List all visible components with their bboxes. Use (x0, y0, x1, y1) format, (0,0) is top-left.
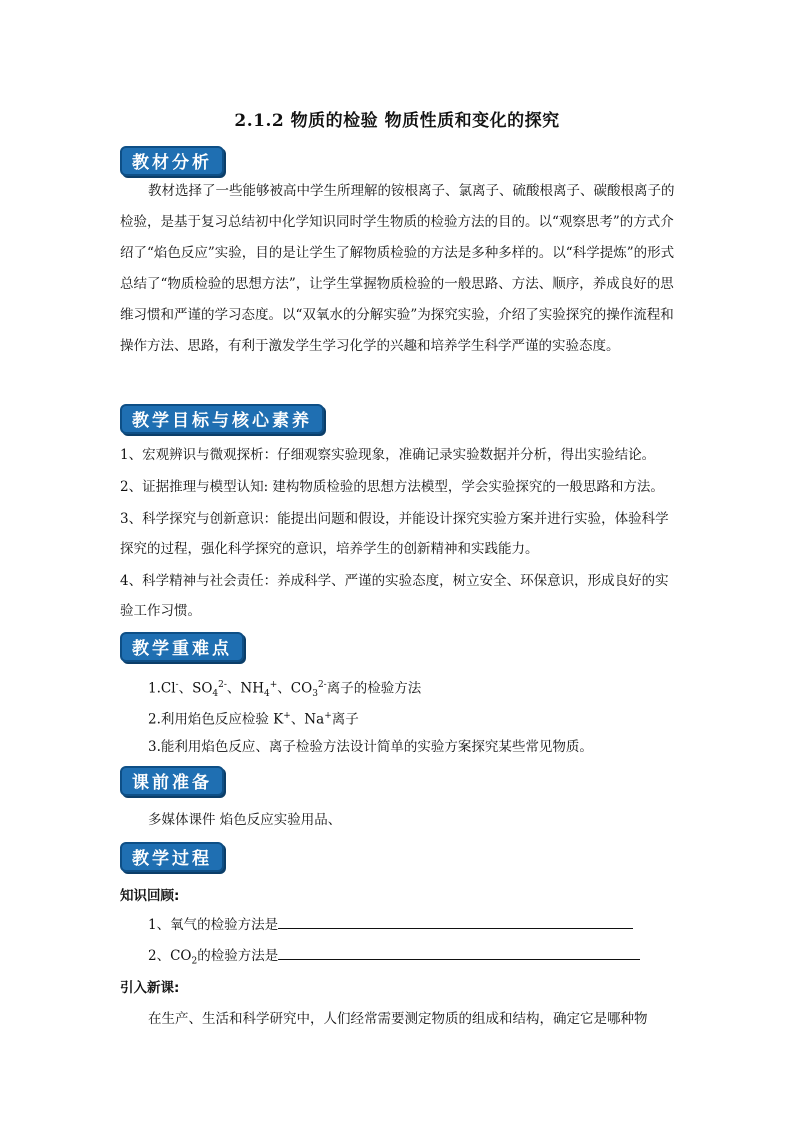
intro-label: 引入新课: (120, 980, 180, 996)
section-heading-goals: 教学目标与核心素养 (120, 404, 324, 434)
document-title: 2.1.2 物质的检验 物质性质和变化的探究 (234, 111, 560, 131)
goal-item-1: 1、宏观辨识与微观探析：仔细观察实验现象，准确记录实验数据并分析，得出实验结论。 (120, 447, 656, 463)
key-point-3: 3.能利用焰色反应、离子检验方法设计简单的实验方案探究某些常见物质。 (148, 739, 593, 755)
section-heading-key-points: 教学重难点 (120, 632, 244, 662)
answer-blank-2[interactable] (278, 945, 640, 960)
key-point-2: 2.利用焰色反应检验 K+、Na+离子 (148, 711, 359, 728)
review-question-2: 2、$CO_2$的检验方法是 (148, 944, 640, 974)
prep-text: 多媒体课件 焰色反应实验用品、 (148, 812, 342, 828)
answer-blank-1[interactable] (278, 914, 633, 929)
section-heading-analysis: 教材分析 (120, 146, 224, 176)
section-heading-prep: 课前准备 (120, 766, 224, 796)
review-question-1: 1、氧气的检验方法是 (148, 913, 633, 937)
goal-item-2: 2、证据推理与模型认知: 建构物质检验的思想方法模型，学会实验探究的一般思路和方法。 (120, 479, 664, 495)
intro-paragraph: 在生产、生活和科学研究中，人们经常需要测定物质的组成和结构，确定它是哪种物 (148, 1011, 648, 1027)
key-point-1: 1.Cl-、$SO_4^{2-}$、$NH_4^+$、$CO_3^{2-}$离子的检验方法 (148, 680, 422, 700)
review-label: 知识回顾: (120, 888, 180, 904)
goal-item-3: 3、科学探究与创新意识：能提出问题和假设，并能设计探究实验方案并进行实验，体验科学探究的过程，强化科学探究的意识，培养学生的创新精神和实践能力。 (120, 511, 669, 557)
analysis-paragraph: 教材选择了一些能够被高中学生所理解的铵根离子、氯离子、硫酸根离子、碳酸根离子的检验，是基于复习总结初中化学知识同时学生物质的检验方法的目的。以“观察思考”的方式介绍了“焰色反应”实验，目的是让学生了解物质检验的方法是多种多样的。以“科学提炼”的形式总结了“物质检验的思想方法”，让学生掌握物质检验的一般思路、方法、顺序，养成良好的思维习惯和严谨的学习态度。以“双氧水的分解实验”为探究实验，介绍了实验探究的操作流程和操作方法、思路，有利于激发学生学习化学的兴趣和培养学生科学严谨的实验态度。 (120, 183, 675, 354)
section-heading-process: 教学过程 (120, 842, 224, 872)
goal-item-4: 4、科学精神与社会责任：养成科学、严谨的实验态度，树立安全、环保意识，形成良好的实验工作习惯。 (120, 573, 669, 619)
